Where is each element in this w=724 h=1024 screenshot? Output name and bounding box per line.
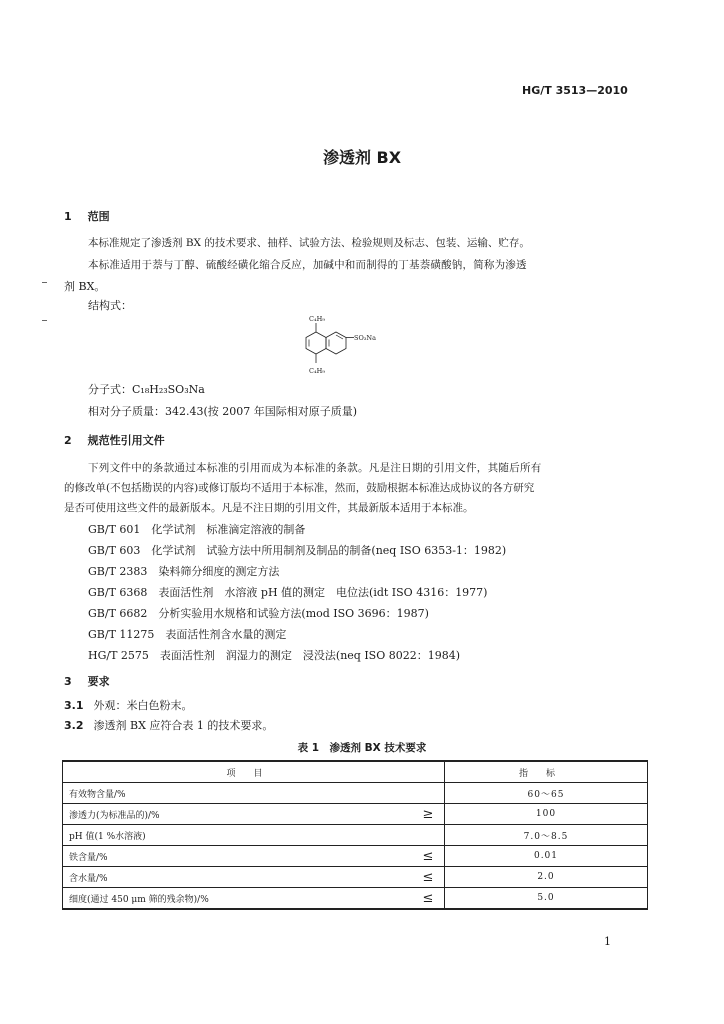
- row-value: 100: [445, 804, 648, 825]
- clause-text: 渗透剂 BX 应符合表 1 的技术要求。: [93, 719, 274, 732]
- naphthalene-structure: [290, 312, 410, 380]
- row-value: 60～65: [445, 783, 648, 804]
- table-caption: 表 1 渗透剂 BX 技术要求: [297, 742, 427, 754]
- struct-bottom-group: C₄H₉: [309, 367, 325, 375]
- molecular-formula: 分子式：C₁₈H₂₃SO₃Na: [88, 383, 205, 396]
- reference-item: HG/T 2575 表面活性剂 润湿力的测定 浸没法(neq ISO 8022：1984): [88, 649, 461, 662]
- scope-paragraph-1: 本标准规定了渗透剂 BX 的技术要求、抽样、试验方法、检验规则及标志、包装、运输、贮存。: [88, 237, 530, 249]
- reference-item: GB/T 11275 表面活性剂含水量的测定: [88, 628, 287, 641]
- structure-label: 结构式：: [88, 299, 132, 312]
- table-header-row: [63, 761, 648, 783]
- document-title: 渗透剂 BX: [322, 148, 402, 167]
- table-row: [63, 783, 648, 804]
- row-item: 渗透力(为标准品的)/%: [63, 804, 413, 825]
- row-item: 铁含量/%: [63, 846, 413, 867]
- margin-mark: [42, 282, 47, 283]
- row-item: 细度(通过 450 μm 筛的残余物)/%: [63, 888, 413, 910]
- clause-number: 3.2: [64, 719, 84, 732]
- margin-mark: [42, 320, 47, 321]
- section-title: 范围: [87, 210, 110, 223]
- scope-paragraph-2: 本标准适用于萘与丁醇、硫酸经磺化缩合反应，加碱中和而制得的丁基萘磺酸钠，简称为渗透: [88, 259, 527, 271]
- row-operator: [412, 783, 445, 804]
- reference-item: GB/T 6368 表面活性剂 水溶液 pH 值的测定 电位法(idt ISO 4316：1977): [88, 586, 488, 599]
- section-number: 3: [64, 675, 72, 688]
- page-number: 1: [604, 935, 611, 948]
- struct-top-group: C₄H₉: [309, 315, 325, 323]
- reference-item: GB/T 6682 分析实验用水规格和试验方法(mod ISO 3696：1987): [88, 607, 429, 620]
- structural-formula: [290, 312, 410, 380]
- section-number: 1: [64, 210, 72, 223]
- row-item: 含水量/%: [63, 867, 413, 888]
- section-2-heading: [64, 432, 165, 448]
- section-title: 要求: [87, 675, 110, 688]
- row-operator: [412, 825, 445, 846]
- reference-item: GB/T 601 化学试剂 标准滴定溶液的制备: [88, 523, 306, 536]
- row-value: 2.0: [445, 867, 648, 888]
- row-item: pH 值(1 %水溶液): [63, 825, 413, 846]
- table-row: [63, 888, 648, 910]
- section-title: 规范性引用文件: [87, 434, 165, 447]
- row-value: 7.0～8.5: [445, 825, 648, 846]
- column-header-value: 指标: [445, 761, 648, 783]
- requirements-table: [62, 760, 648, 910]
- table-row: [63, 867, 648, 888]
- references-intro-3: 是否可使用这些文件的最新版本。凡是不注日期的引用文件，其最新版本适用于本标准。: [64, 502, 474, 514]
- requirement-3-2: [64, 717, 273, 733]
- row-value: 0.01: [445, 846, 648, 867]
- references-intro-1: 下列文件中的条款通过本标准的引用而成为本标准的条款。凡是注日期的引用文件，其随后所有: [88, 462, 542, 474]
- standard-code: HG/T 3513—2010: [522, 84, 628, 97]
- reference-item: GB/T 603 化学试剂 试验方法中所用制剂及制品的制备(neq ISO 6353-1：1982): [88, 544, 507, 557]
- column-header-item: 项目: [63, 761, 445, 783]
- reference-item: GB/T 2383 染料筛分细度的测定方法: [88, 565, 280, 578]
- requirement-3-1: [64, 697, 193, 713]
- references-intro-2: 的修改单(不包括勘误的内容)或修订版均不适用于本标准，然而，鼓励根据本标准达成协议的各方研究: [64, 482, 535, 494]
- row-operator: ≤: [412, 846, 445, 867]
- table-row: [63, 804, 648, 825]
- row-item: 有效物含量/%: [63, 783, 413, 804]
- row-operator: ≤: [412, 888, 445, 910]
- clause-number: 3.1: [64, 699, 84, 712]
- table-row: [63, 846, 648, 867]
- section-number: 2: [64, 434, 72, 447]
- scope-paragraph-2-cont: 剂 BX。: [64, 280, 106, 293]
- row-operator: ≥: [412, 804, 445, 825]
- clause-text: 外观：米白色粉末。: [93, 699, 193, 712]
- section-1-heading: [64, 208, 110, 224]
- table-row: [63, 825, 648, 846]
- molecular-mass: 相对分子质量：342.43(按 2007 年国际相对原子质量): [88, 405, 358, 418]
- row-operator: ≤: [412, 867, 445, 888]
- section-3-heading: [64, 673, 110, 689]
- struct-right-group: SO₃Na: [354, 334, 376, 342]
- row-value: 5.0: [445, 888, 648, 910]
